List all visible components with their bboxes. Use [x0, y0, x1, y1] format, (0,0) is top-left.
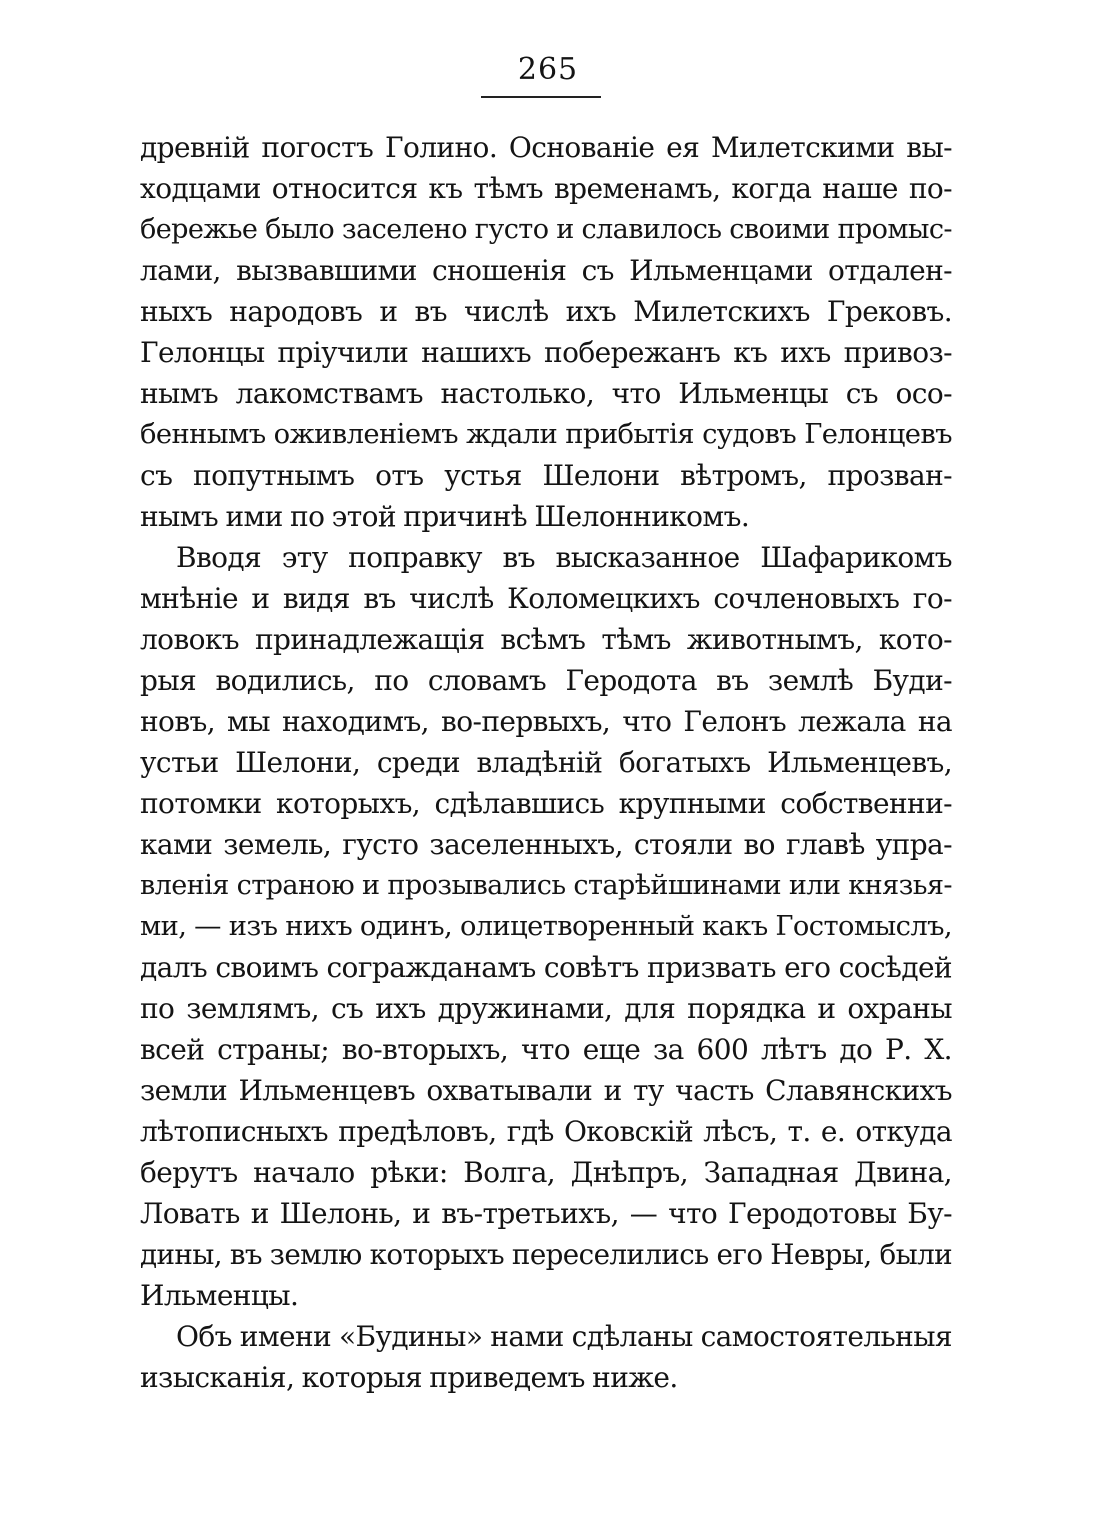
text-line: ками земель, густо заселенныхъ, стояли во главѣ упра-: [140, 828, 952, 861]
text-line: ловокъ принадлежащія всѣмъ тѣмъ животнымъ, кото-: [140, 623, 952, 656]
text-line: лами, вызвавшими сношенія съ Ильменцами отдален-: [140, 254, 952, 287]
text-line: мнѣніе и видя въ числѣ Коломецкихъ сочленовыхъ го-: [140, 582, 952, 615]
text-line: дины, въ землю которыхъ переселились его Невры, были: [140, 1238, 952, 1271]
text-line: потомки которыхъ, сдѣлавшись крупными собственни-: [140, 787, 952, 820]
text-line: вленія страною и прозывались старѣйшинами или князья-: [140, 870, 952, 901]
text-line: Вводя эту поправку въ высказанное Шафарикомъ: [176, 541, 952, 574]
text-line: новъ, мы находимъ, во-первыхъ, что Гелонъ лежала на: [140, 705, 952, 738]
page-number-rule: [481, 96, 601, 98]
text-line: нымъ ими по этой причинѣ Шелонникомъ.: [140, 500, 750, 533]
text-line: ныхъ народовъ и въ числѣ ихъ Милетскихъ Грековъ.: [140, 295, 952, 328]
text-line: древній погостъ Голино. Основаніе ея Милетскими вы-: [140, 131, 952, 164]
text-line: Ловать и Шелонь, и въ-третьихъ, — что Геродотовы Бу-: [140, 1197, 952, 1230]
text-line: нымъ лакомствамъ настолько, что Ильменцы съ осо-: [140, 377, 952, 410]
paragraph: [140, 1316, 952, 1398]
text-line: Объ имени «Будины» нами сдѣланы самостоятельныя: [176, 1320, 952, 1353]
text-line: беннымъ оживленіемъ ждали прибытія судовъ Гелонцевъ: [140, 419, 952, 450]
text-line: далъ своимъ согражданамъ совѣтъ призвать его сосѣдей: [140, 951, 952, 984]
text-line: рыя водились, по словамъ Геродота въ землѣ Буди-: [140, 664, 952, 697]
text-line: съ попутнымъ отъ устья Шелони вѣтромъ, прозван-: [140, 459, 952, 492]
text-line: Ильменцы.: [140, 1279, 299, 1312]
text-line: ми, — изъ нихъ одинъ, олицетворенный какъ Гостомыслъ,: [140, 911, 952, 942]
paragraph: [140, 537, 952, 1316]
page-number: 265: [517, 52, 579, 87]
text-line: всей страны; во-вторыхъ, что еще за 600 лѣтъ до Р. Х.: [140, 1033, 952, 1066]
text-line: лѣтописныхъ предѣловъ, гдѣ Оковскій лѣсъ, т. е. откуда: [140, 1115, 952, 1148]
body-text: [140, 127, 952, 1398]
text-line: устьи Шелони, среди владѣній богатыхъ Ильменцевъ,: [140, 746, 952, 779]
text-line: бережье было заселено густо и славилось своими промыс-: [140, 214, 952, 245]
paragraph: [140, 127, 952, 537]
text-line: Гелонцы пріучили нашихъ побережанъ къ ихъ привоз-: [140, 336, 952, 369]
text-line: земли Ильменцевъ охватывали и ту часть Славянскихъ: [140, 1074, 952, 1107]
text-line: берутъ начало рѣки: Волга, Днѣпръ, Западная Двина,: [140, 1156, 952, 1189]
text-line: изысканія, которыя приведемъ ниже.: [140, 1361, 678, 1394]
text-line: ходцами относится къ тѣмъ временамъ, когда наше по-: [140, 172, 952, 205]
text-line: по землямъ, съ ихъ дружинами, для порядка и охраны: [140, 992, 952, 1025]
